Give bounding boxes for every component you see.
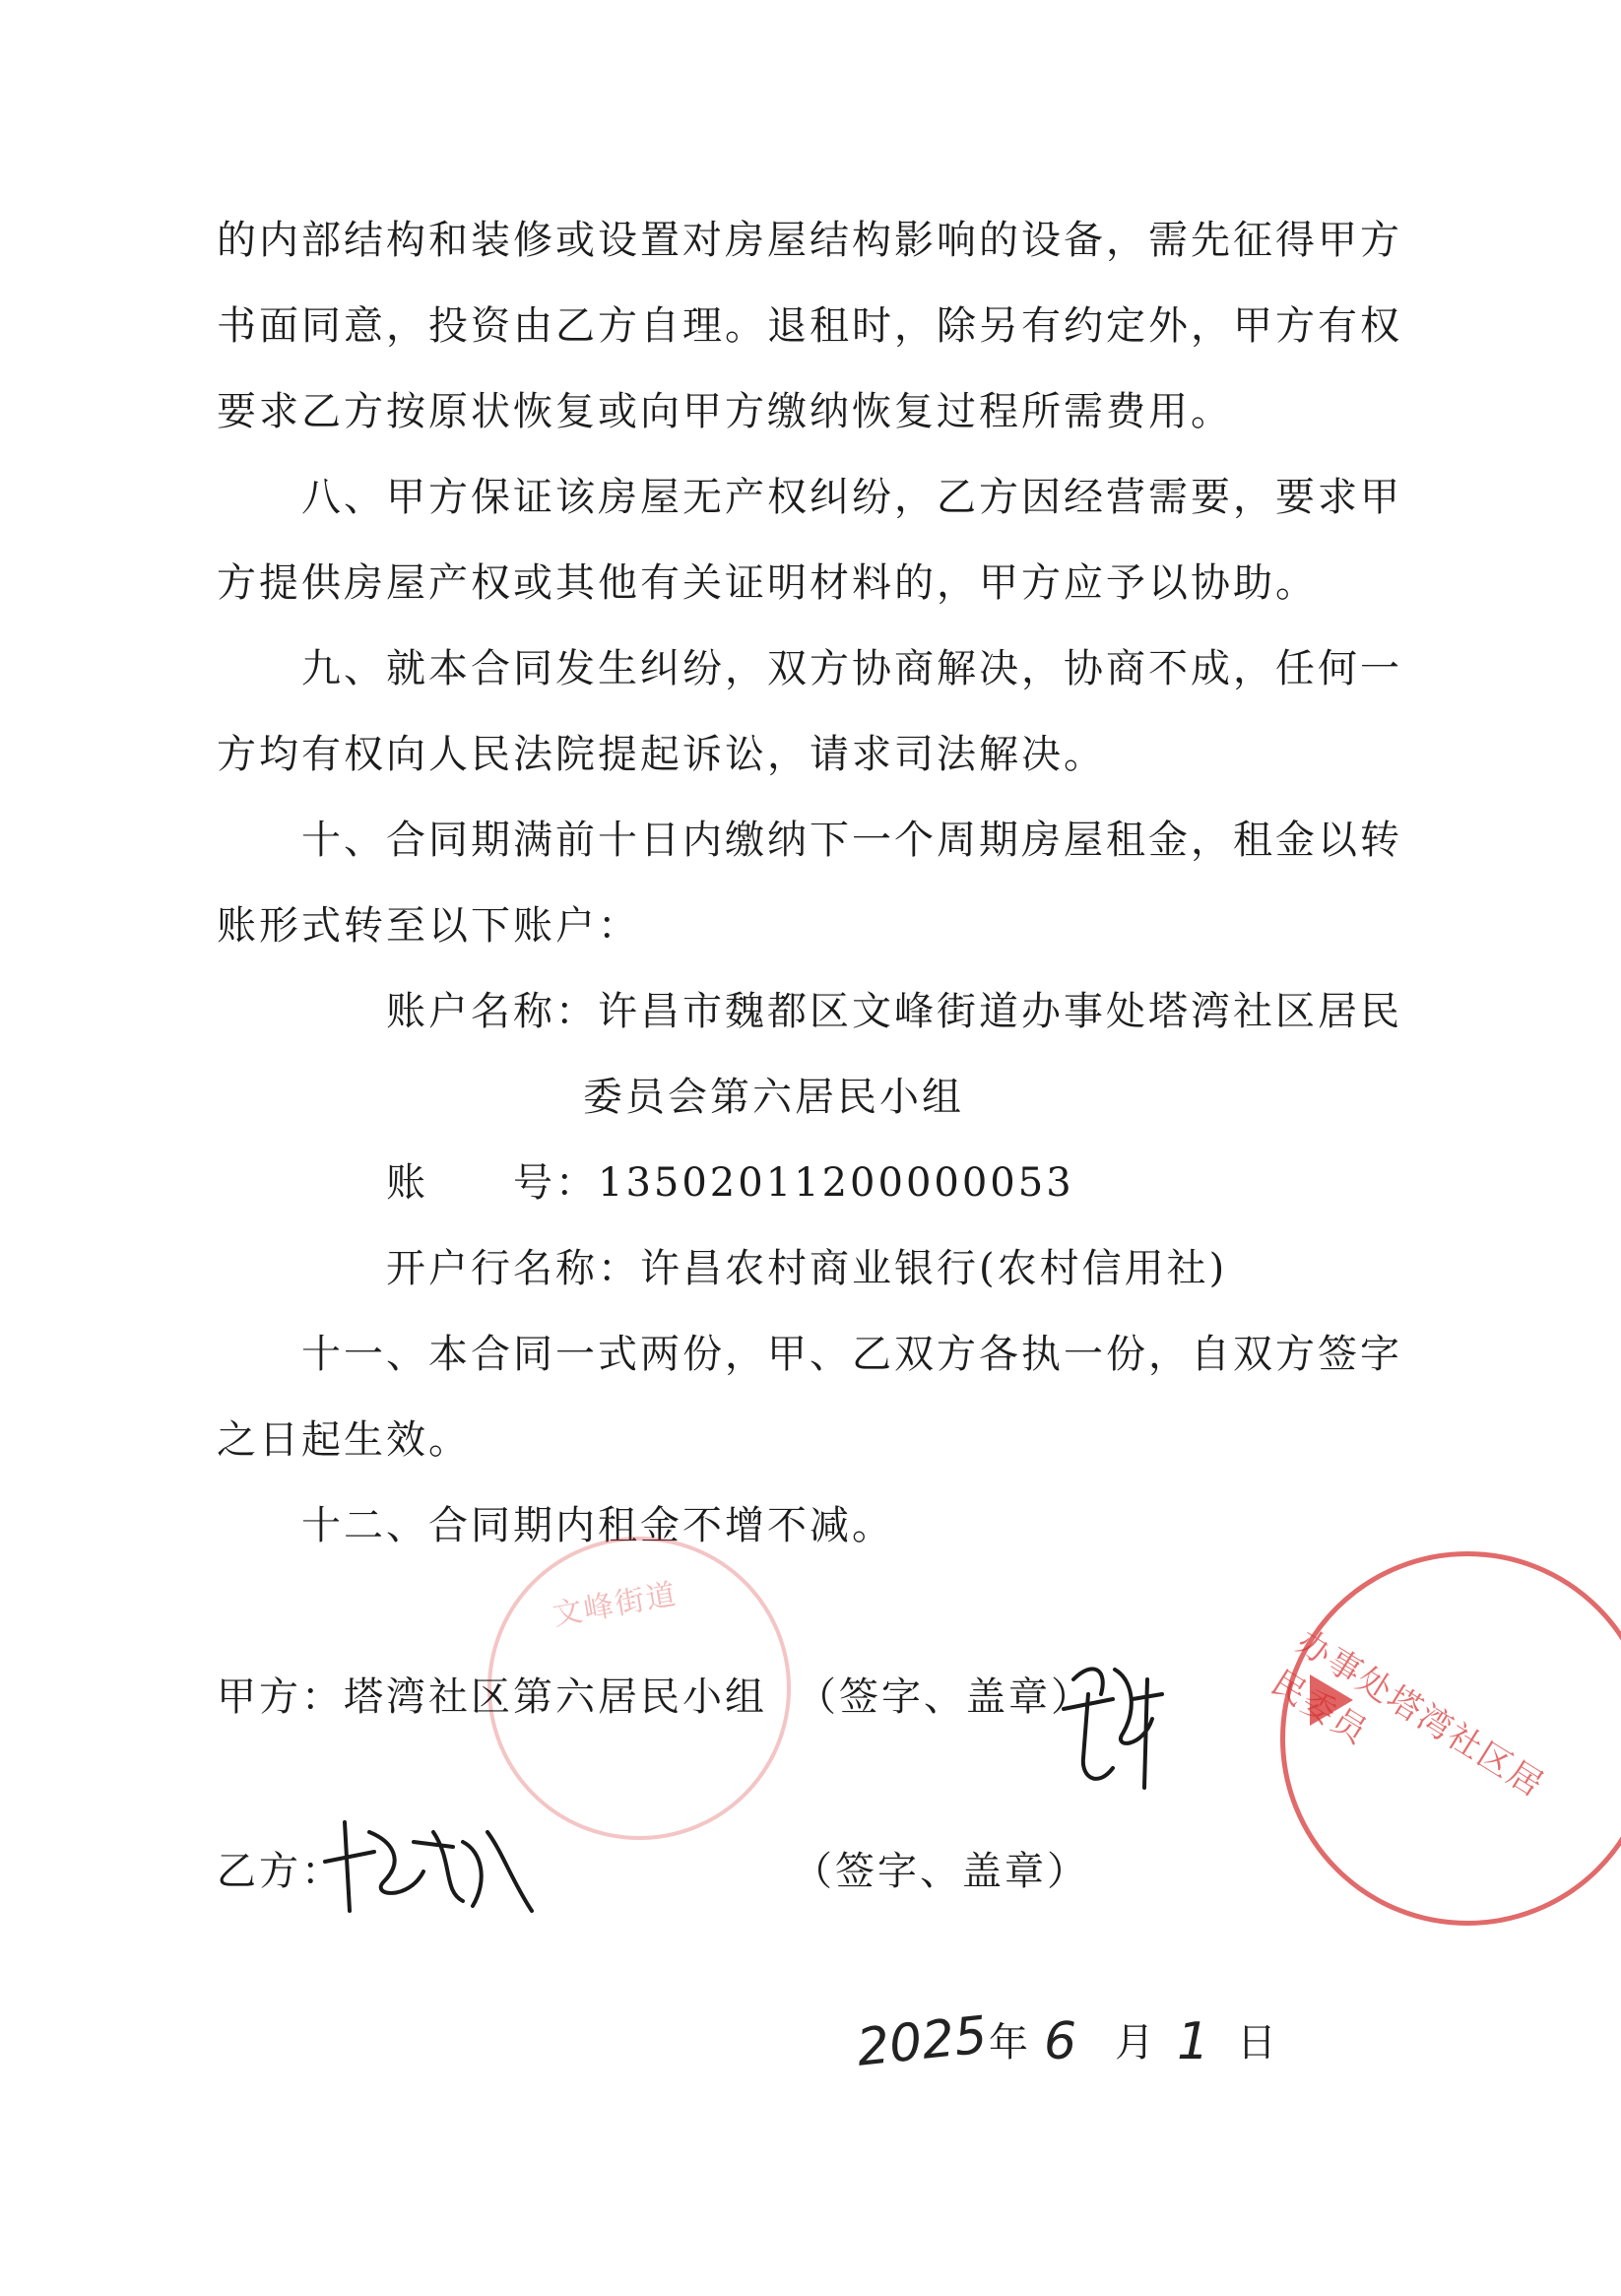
bank-name-label: 开户行名称： — [386, 1246, 640, 1291]
account-number-row — [386, 1160, 1074, 1206]
date-month-unit: 月 — [1115, 2020, 1157, 2066]
bank-name-row — [386, 1246, 1228, 1291]
date-year-unit: 年 — [989, 2020, 1031, 2066]
account-name-label: 账户名称： — [386, 989, 598, 1034]
date-year-handwritten: 2025 — [854, 2005, 991, 2078]
date-day-handwritten: 1 — [1177, 2012, 1210, 2071]
account-name-value: 许昌市魏都区文峰街道办事处塔湾社区居民 — [598, 989, 1402, 1034]
community-seal-text: 办事处塔湾社区居民委员 — [1264, 1621, 1551, 1806]
faded-seal-text: 文峰街道 — [550, 1577, 681, 1633]
party-b-sign-note: （签字、盖章） — [793, 1849, 1089, 1894]
account-number-label: 账 号： — [386, 1160, 598, 1206]
clause-8-line-2: 方提供房屋产权或其他有关证明材料的，甲方应予以协助。 — [217, 560, 1318, 606]
party-b-label: 乙方： — [217, 1849, 344, 1894]
clause-10-line-1: 十、合同期满前十日内缴纳下一个周期房屋租金，租金以转 — [301, 818, 1402, 863]
date-month-handwritten: 6 — [1044, 2012, 1077, 2071]
account-number-value: 13502011200000053 — [598, 1160, 1074, 1206]
party-a-signature — [1054, 1640, 1172, 1798]
bank-name-value: 许昌农村商业银行(农村信用社) — [640, 1246, 1228, 1291]
clause-11-line-1: 十一、本合同一式两份，甲、乙双方各执一份，自双方签字 — [301, 1332, 1402, 1377]
clause-9-line-1: 九、就本合同发生纠纷，双方协商解决，协商不成，任何一 — [301, 646, 1402, 691]
account-name-value-cont: 委员会第六居民小组 — [583, 1075, 964, 1120]
clause-12: 十二、合同期内租金不增不减。 — [301, 1503, 894, 1548]
clause-8-line-1: 八、甲方保证该房屋无产权纠纷，乙方因经营需要，要求甲 — [301, 475, 1402, 520]
clause-9-line-2: 方均有权向人民法院提起诉讼，请求司法解决。 — [217, 732, 1106, 777]
party-b-signature — [315, 1803, 542, 1931]
party-a-row — [217, 1674, 1093, 1720]
party-a-sign-note: （签字、盖章） — [797, 1674, 1093, 1720]
account-name-row — [386, 989, 1402, 1034]
clause-11-line-2: 之日起生效。 — [217, 1417, 471, 1463]
clause-10-line-2: 账形式转至以下账户： — [217, 903, 640, 949]
party-a-label: 甲方： — [217, 1674, 344, 1720]
clause-7-line-2: 书面同意，投资由乙方自理。退租时，除另有约定外，甲方有权 — [217, 303, 1402, 349]
party-a-name: 塔湾社区第六居民小组 — [344, 1674, 767, 1720]
date-day-unit: 日 — [1237, 2020, 1279, 2066]
clause-7-line-3: 要求乙方按原状恢复或向甲方缴纳恢复过程所需费用。 — [217, 389, 1233, 434]
clause-7-line-1: 的内部结构和装修或设置对房屋结构影响的设备，需先征得甲方 — [217, 218, 1402, 263]
